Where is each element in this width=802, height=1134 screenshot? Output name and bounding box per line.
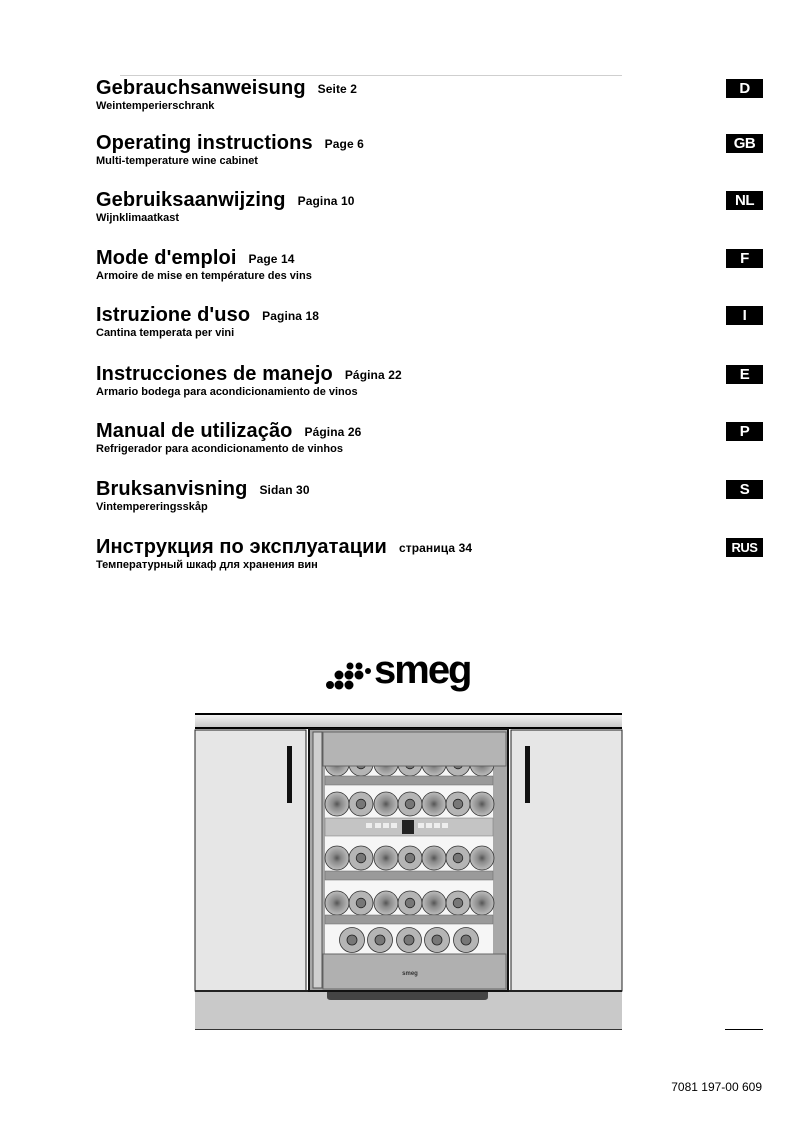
entry-page: Seite 2	[317, 82, 358, 96]
wine-bottle	[374, 891, 398, 915]
entry-page: Pagina 10	[297, 194, 355, 208]
wine-bottle	[470, 891, 494, 915]
appliance-foot	[327, 992, 488, 1000]
wine-bottle	[470, 792, 494, 816]
countertop-edge	[195, 713, 622, 715]
bottom-rule	[725, 1029, 763, 1030]
language-badge: GB	[726, 134, 763, 153]
entry-subtitle: Multi-temperature wine cabinet	[96, 155, 258, 167]
door-hinge-strip	[313, 732, 322, 988]
bottle-neck	[432, 935, 442, 945]
wine-bottle	[422, 846, 446, 870]
temperature-display	[402, 820, 414, 834]
language-badge: NL	[726, 191, 763, 210]
language-badge: I	[726, 306, 763, 325]
wine-bottle	[325, 846, 349, 870]
logo-text: smeg	[374, 648, 471, 692]
entry-subtitle: Armario bodega para acondicionamiento de vinos	[96, 386, 358, 398]
shelf	[325, 915, 493, 924]
entry-page: Pagina 18	[262, 309, 320, 323]
bottle-neck	[405, 898, 415, 908]
language-badge: E	[726, 365, 763, 384]
entry-subtitle: Weintemperierschrank	[96, 100, 215, 112]
entry-page: Page 6	[324, 137, 364, 151]
wine-bottle	[470, 846, 494, 870]
entry-page: страница 34	[398, 541, 473, 555]
shelf	[325, 871, 493, 880]
entry-title: Istruzione d'uso	[96, 304, 251, 326]
bottle-neck	[453, 799, 463, 809]
bottle-neck	[405, 853, 415, 863]
bottle-neck	[405, 799, 415, 809]
wine-bottle	[325, 891, 349, 915]
top-panel	[323, 732, 506, 766]
entry-title: Instrucciones de manejo	[96, 363, 333, 385]
appliance-logo: smeg	[402, 971, 418, 977]
bottle-neck	[453, 898, 463, 908]
bottle-neck	[461, 935, 471, 945]
document-number: 7081 197-00 609	[671, 1080, 762, 1094]
language-badge: S	[726, 480, 763, 499]
wine-bottle	[374, 846, 398, 870]
language-badge: F	[726, 249, 763, 268]
bottle-neck	[453, 853, 463, 863]
entry-subtitle: Refrigerador para acondicionamento de vinhos	[96, 443, 343, 455]
entry-page: Sidan 30	[259, 483, 310, 497]
entry-title: Bruksanvisning	[96, 478, 248, 500]
wine-bottle	[422, 792, 446, 816]
entry-subtitle: Wijnklimaatkast	[96, 212, 180, 224]
entry-subtitle: Температурный шкаф для хранения вин	[96, 559, 318, 571]
countertop	[195, 715, 622, 727]
entry-subtitle: Vintempereringsskåp	[96, 501, 208, 513]
entry-page: Página 22	[344, 368, 402, 382]
entry-subtitle: Cantina temperata per vini	[96, 327, 235, 339]
wine-bottle	[325, 792, 349, 816]
entry-page: Page 14	[248, 252, 295, 266]
bottle-neck	[356, 799, 366, 809]
bottle-neck	[356, 853, 366, 863]
bottle-neck	[347, 935, 357, 945]
entry-title: Mode d'emploi	[96, 247, 237, 269]
entry-title: Инструкция по эксплуатации	[96, 536, 387, 558]
entry-title: Gebrauchsanweisung	[96, 77, 306, 99]
left-cabinet-handle	[287, 746, 292, 803]
wine-bottle	[374, 792, 398, 816]
language-badge: P	[726, 422, 763, 441]
language-badge: D	[726, 79, 763, 98]
language-badge: RUS	[726, 538, 763, 557]
entry-title: Manual de utilização	[96, 420, 293, 442]
entry-page: Página 26	[304, 425, 362, 439]
shelf	[325, 776, 493, 785]
bottle-neck	[404, 935, 414, 945]
bottle-neck	[375, 935, 385, 945]
wine-bottle	[422, 891, 446, 915]
entry-subtitle: Armoire de mise en température des vins	[96, 270, 312, 282]
right-cabinet-handle	[525, 746, 530, 803]
bottle-neck	[356, 898, 366, 908]
entry-title: Gebruiksaanwijzing	[96, 189, 286, 211]
entry-title: Operating instructions	[96, 132, 313, 154]
